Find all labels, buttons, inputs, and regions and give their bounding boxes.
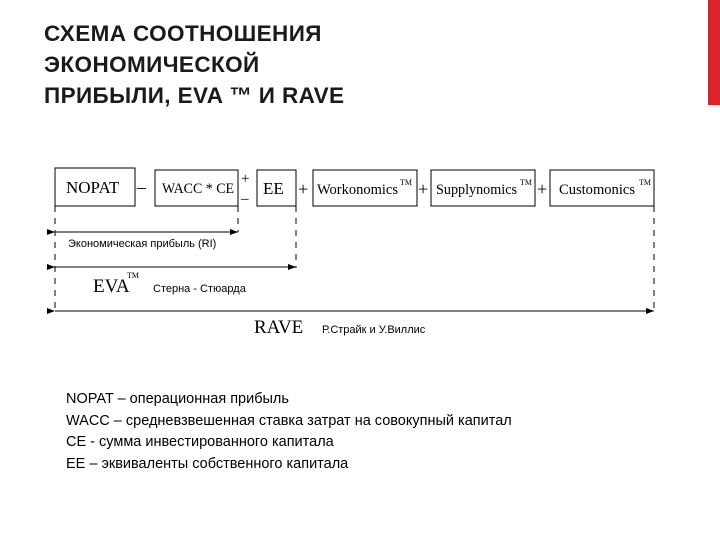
plus-operator-1: + [298,179,309,199]
plus-operator-2: + [418,179,429,199]
eva-authors-label: Стерна - Стюарда [153,283,246,295]
definition-nopat: NOPAT – операционная прибыль [66,391,289,407]
minus-operator: – [137,177,146,197]
eva-tm: TM [127,271,139,280]
rave-authors-label: Р.Страйк и У.Виллис [322,324,426,336]
workonomics-label: Workonomics [317,182,399,198]
definition-ee: EE – эквиваленты собственного капитала [66,455,349,472]
title-line-1: СХЕМА СООТНОШЕНИЯ [44,21,322,46]
workonomics-tm: TM [400,178,412,187]
nopat-label: NOPAT [66,178,120,197]
economic-profit-label: Экономическая прибыль (RI) [68,238,217,250]
eva-label: EVA [93,276,130,297]
wacc-ce-label: WACC * CE [162,181,235,197]
supplynomics-tm: TM [520,178,532,187]
title-line-2: ЭКОНОМИЧЕСКОЙ [44,52,260,77]
plus-operator-3: + [537,179,548,199]
ee-label: EE [263,179,284,198]
definitions-list [66,389,512,475]
plus-minus-top: + [241,171,250,187]
definition-ce: CE - сумма инвестированного капитала [66,434,334,450]
plus-minus-bottom: – [241,191,249,207]
definition-wacc: WACC – средневзвешенная ставка затрат на совокупный капитал [66,412,512,429]
customonics-label: Customonics [559,182,636,198]
rave-label: RAVE [254,317,304,338]
customonics-tm: TM [639,178,651,187]
title-line-3: ПРИБЫЛИ, EVA ™ И RAVE [44,83,345,108]
supplynomics-label: Supplynomics [436,182,518,198]
